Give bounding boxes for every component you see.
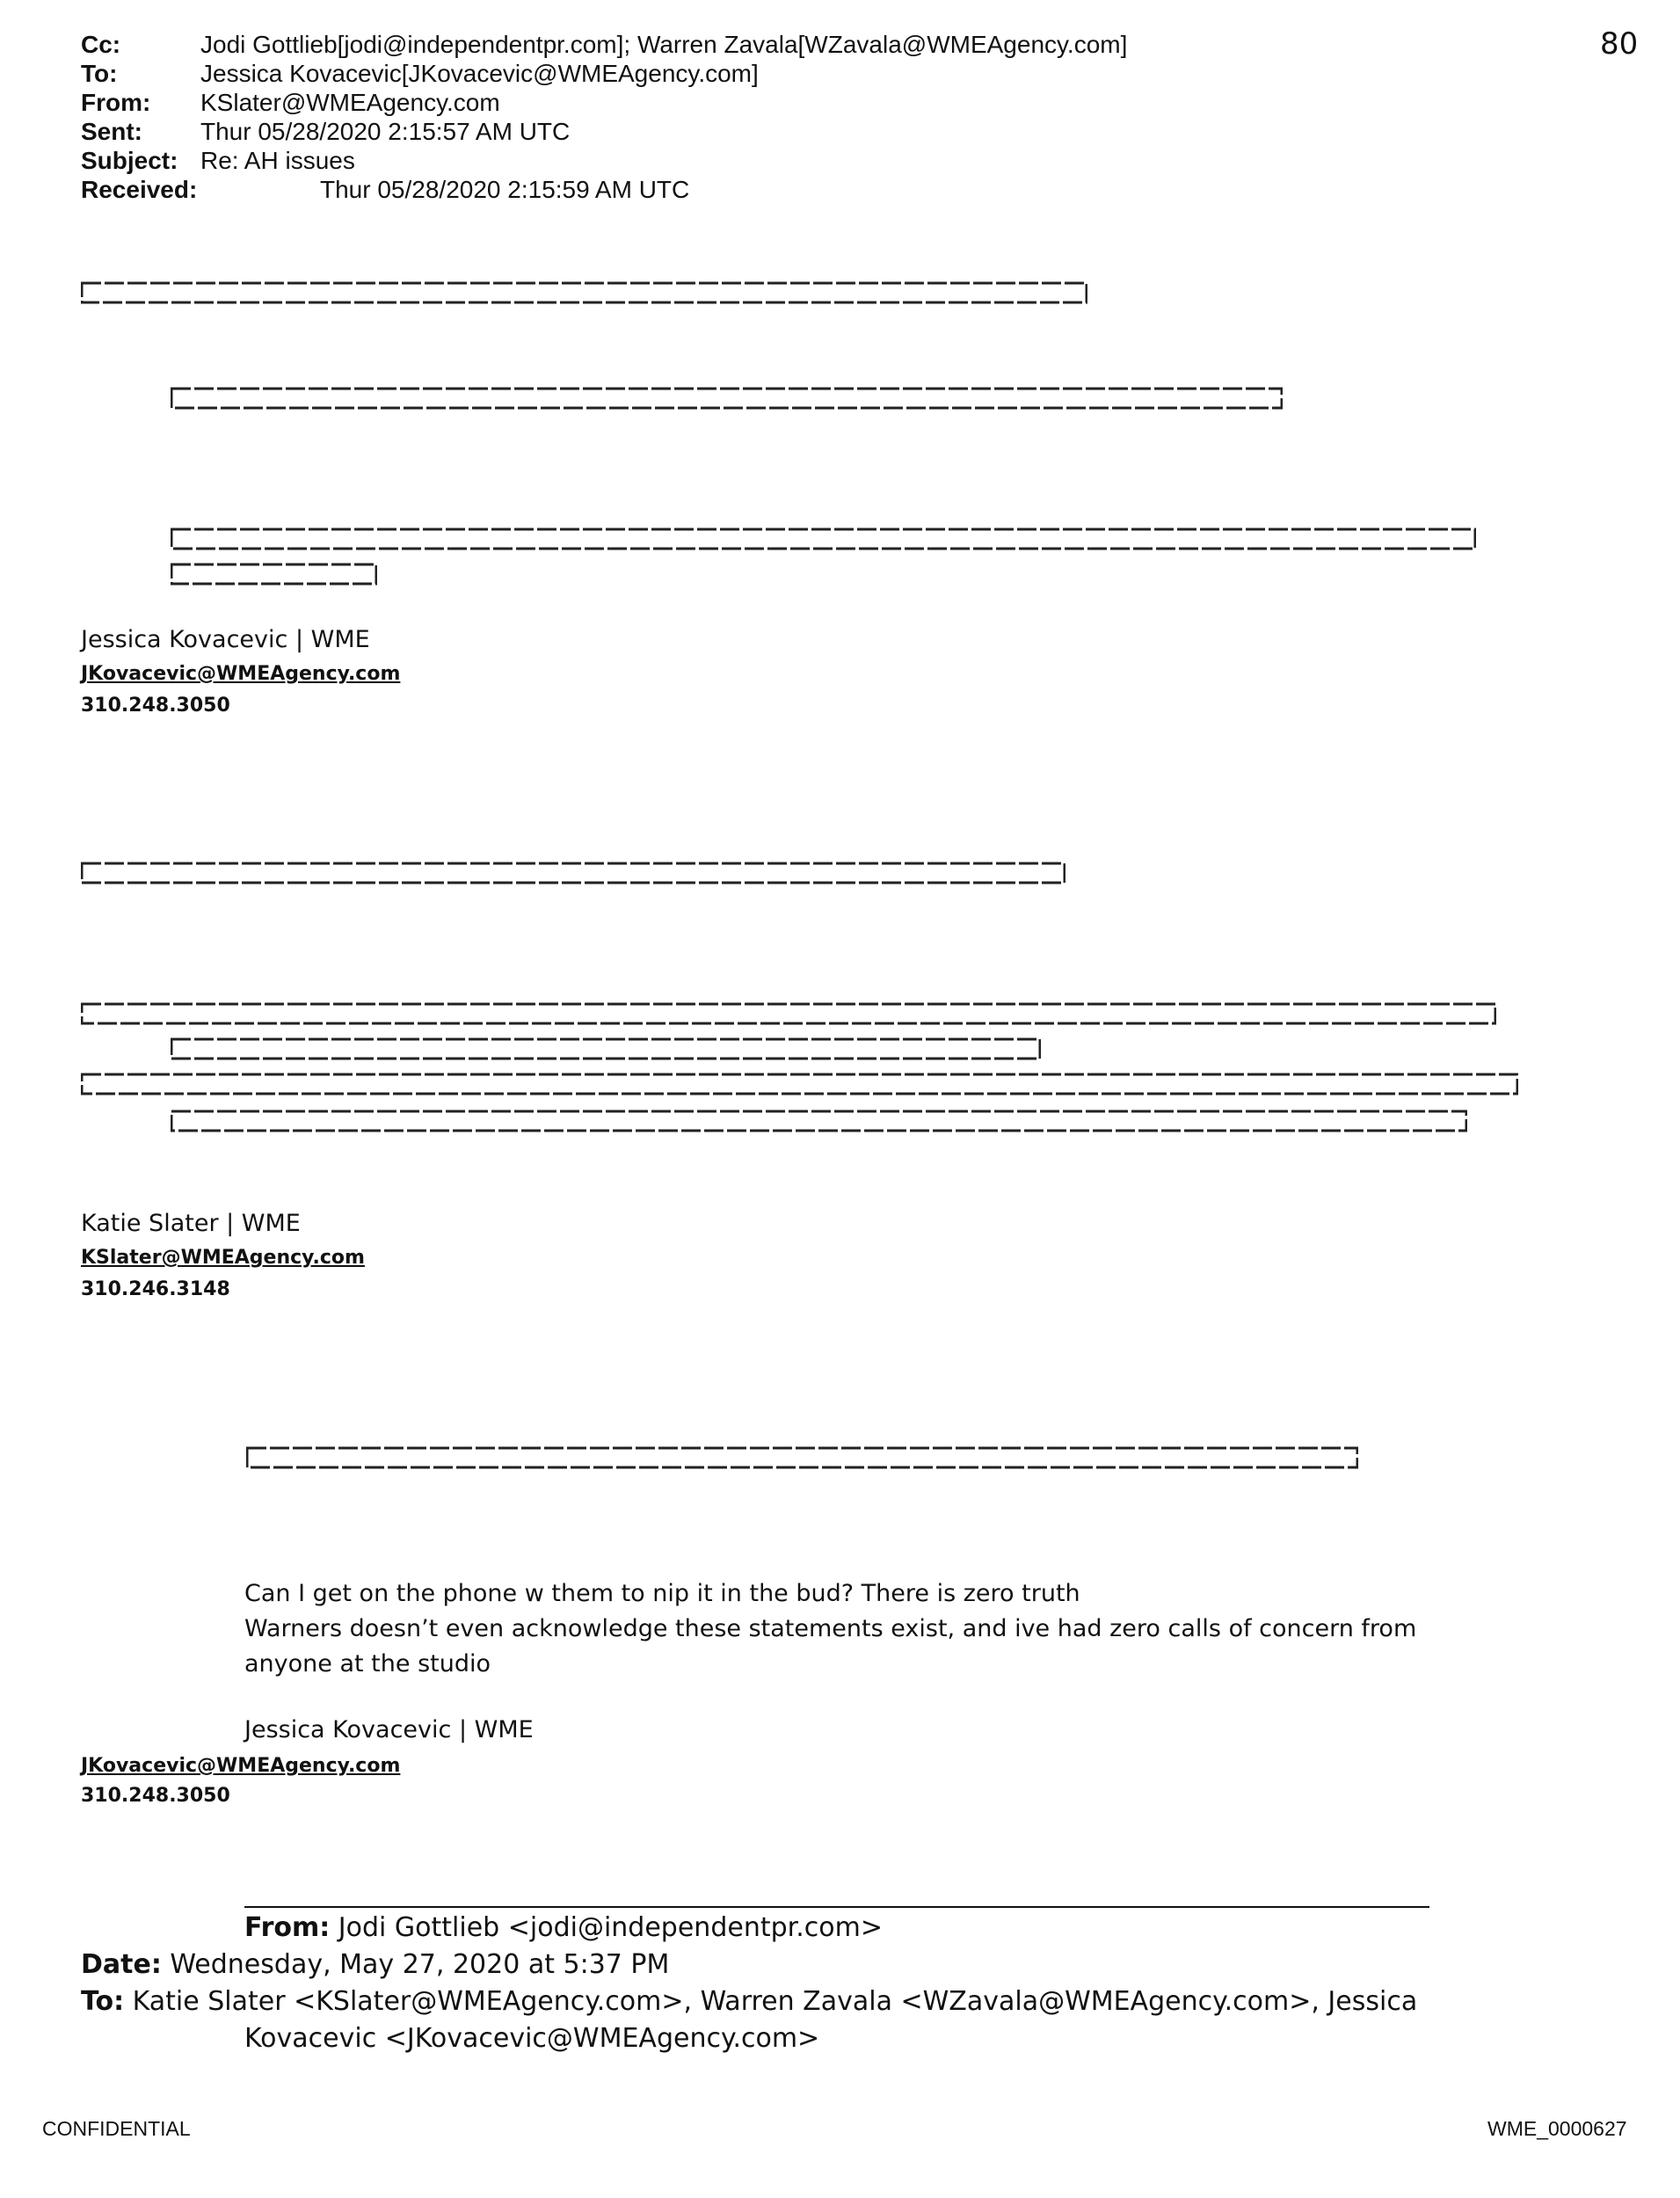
signature-phone: 310.248.3050 <box>81 1785 230 1807</box>
garbled-glyphs <box>171 1037 1041 1060</box>
garbled-glyphs <box>171 528 1476 550</box>
forwarded-from-value: Jodi Gottlieb <jodi@independentpr.com> <box>338 1912 883 1943</box>
garbled-text-line <box>81 281 1087 304</box>
signature-phone: 310.248.3050 <box>81 695 230 717</box>
garbled-glyphs <box>81 1002 1496 1025</box>
garbled-glyphs <box>81 862 1065 884</box>
forwarded-to <box>81 1983 1417 2020</box>
forwarded-date-label: Date: <box>81 1949 162 1980</box>
signature-name: Katie Slater | WME <box>81 1210 301 1237</box>
garbled-glyphs <box>81 1073 1518 1095</box>
garbled-text-line <box>81 1073 1518 1095</box>
message-line: Can I get on the phone w them to nip it in the bud? There is zero truth <box>244 1580 1080 1607</box>
sent-value: Thur 05/28/2020 2:15:57 AM UTC <box>200 118 571 145</box>
subject-value: Re: AH issues <box>200 147 355 174</box>
footer-confidential: CONFIDENTIAL <box>42 2117 191 2140</box>
forwarded-from-label: From: <box>244 1912 331 1943</box>
signature-email-link[interactable]: JKovacevic@WMEAgency.com <box>81 1755 401 1777</box>
signature-phone: 310.246.3148 <box>81 1278 230 1300</box>
garbled-glyphs <box>171 387 1283 410</box>
to-value: Jessica Kovacevic[JKovacevic@WMEAgency.com] <box>200 60 759 87</box>
garbled-text-line <box>81 862 1065 884</box>
forwarded-from <box>244 1910 883 1947</box>
garbled-text-line <box>81 1002 1496 1025</box>
forwarded-to-label: To: <box>81 1986 125 2017</box>
from-value: KSlater@WMEAgency.com <box>200 89 500 116</box>
forwarded-date <box>81 1947 669 1983</box>
signature-name: Jessica Kovacevic | WME <box>81 626 370 653</box>
footer-bates-number: WME_0000627 <box>1487 2117 1627 2140</box>
garbled-text-line <box>171 1037 1041 1060</box>
garbled-text-line <box>171 528 1476 550</box>
cc-value: Jodi Gottlieb[jodi@independentpr.com]; Warren Zavala[WZavala@WMEAgency.com] <box>200 31 1128 58</box>
forwarded-date-value: Wednesday, May 27, 2020 at 5:37 PM <box>170 1949 670 1980</box>
cc-label: Cc: <box>81 31 121 58</box>
garbled-text-line <box>171 563 377 586</box>
garbled-glyphs <box>81 281 1087 304</box>
garbled-glyphs <box>246 1446 1358 1469</box>
message-line: anyone at the studio <box>244 1650 491 1678</box>
signature-email-link[interactable]: KSlater@WMEAgency.com <box>81 1247 365 1269</box>
message-line: Warners doesn’t even acknowledge these statements exist, and ive had zero calls of concern from <box>244 1615 1417 1642</box>
garbled-glyphs <box>171 563 377 586</box>
garbled-text-line <box>171 1110 1467 1132</box>
garbled-text-line <box>246 1446 1358 1469</box>
divider <box>244 1906 1429 1908</box>
received-label: Received: <box>81 176 198 203</box>
garbled-text-line <box>171 387 1283 410</box>
forwarded-to-value: Katie Slater <KSlater@WMEAgency.com>, Warren Zavala <WZavala@WMEAgency.com>, Jessica <box>132 1986 1418 2017</box>
from-label: From: <box>81 89 151 116</box>
forwarded-to-continued: Kovacevic <JKovacevic@WMEAgency.com> <box>244 2023 820 2054</box>
signature-email-link[interactable]: JKovacevic@WMEAgency.com <box>81 663 401 685</box>
page-number: 80 <box>1600 26 1639 62</box>
to-label: To: <box>81 60 118 87</box>
subject-label: Subject: <box>81 147 178 174</box>
garbled-glyphs <box>171 1110 1467 1132</box>
received-value: Thur 05/28/2020 2:15:59 AM UTC <box>320 176 690 203</box>
signature-name: Jessica Kovacevic | WME <box>244 1716 534 1743</box>
sent-label: Sent: <box>81 118 142 145</box>
